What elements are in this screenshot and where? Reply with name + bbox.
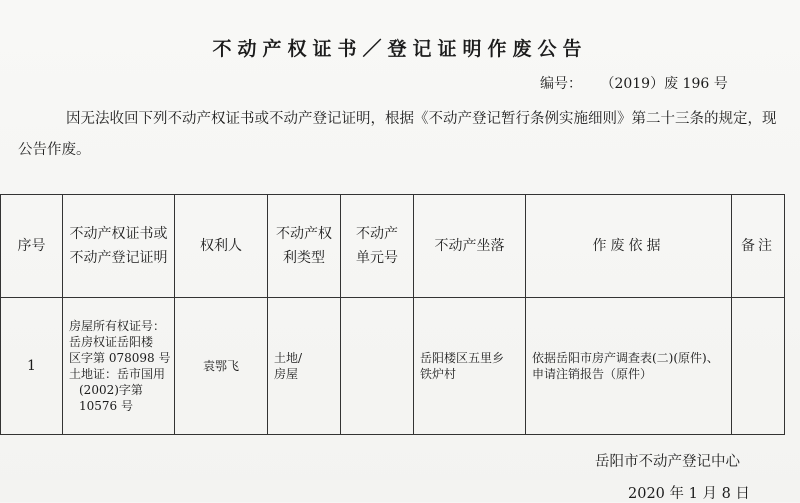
header-unit-no: 不动产单元号 [341,195,414,298]
header-basis: 作废依据 [526,195,732,298]
cell-seq: 1 [1,298,63,435]
document-number-label: 编号： [540,76,582,92]
issue-date: 2020 年 1 月 8 日 [628,486,750,502]
header-right-type: 不动产权利类型 [268,195,341,298]
document-number-value: （2019）废 196 号 [600,76,728,92]
header-cert: 不动产权证书或不动产登记证明 [63,195,175,298]
document-number [540,73,728,93]
header-owner: 权利人 [175,195,268,298]
document-title: 不动产权证书／登记证明作废公告 [212,38,588,60]
cell-right-type: 土地/ 房屋 [268,298,341,435]
issuing-organization: 岳阳市不动产登记中心 [595,454,740,470]
cell-cert: 房屋所有权证号： 岳房权证岳阳楼 区字第 078098 号 土地证：岳市国用 (2002)字第 10576 号 [63,298,175,435]
void-records-table [0,194,785,435]
cell-owner: 袁鄂飞 [175,298,268,435]
header-seq: 序号 [1,195,63,298]
cell-remark [732,298,785,435]
table-row [1,298,785,435]
cell-unit-no [341,298,414,435]
cell-basis: 依据岳阳市房产调查表(二)(原件)、 申请注销报告（原件） [526,298,732,435]
table-header-row [1,195,785,298]
header-location: 不动产坐落 [414,195,526,298]
header-remark: 备注 [732,195,785,298]
cell-location: 岳阳楼区五里乡 铁炉村 [414,298,526,435]
announcement-body: 因无法收回下列不动产权证书或不动产登记证明，根据《不动产登记暂行条例实施细则》第二十三条的规定，现公告作废。 [18,111,777,158]
